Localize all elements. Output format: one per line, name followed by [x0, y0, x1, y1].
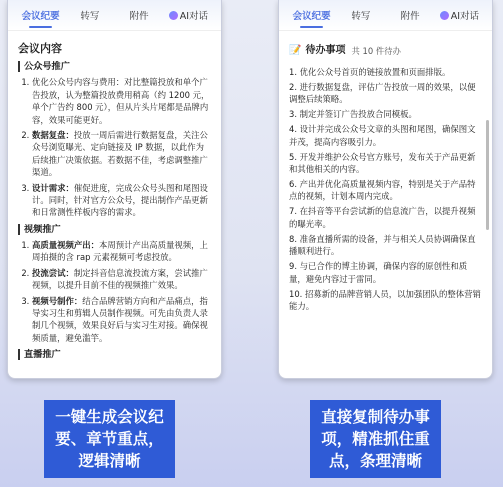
- tab-transcription[interactable]: 转写: [80, 11, 100, 22]
- item-label: 设计需求：: [32, 182, 74, 193]
- todo-item[interactable]: 2. 进行数据复盘，评估广告投放一周的效果，以便调整后续策略。: [289, 81, 476, 105]
- caption-summary: 一键生成会议纪要、章节重点，逻辑清晰: [44, 400, 175, 478]
- list-item: [32, 182, 211, 219]
- item-label: 视频号制作：: [32, 295, 83, 306]
- list-item: [32, 295, 211, 345]
- todo-count: 共 10 件待办: [351, 46, 401, 56]
- todo-item[interactable]: 8. 准备直播所需的设备，并与相关人员协调确保直播顺利进行。: [289, 233, 476, 257]
- item-text: 制定抖音信息流投流方案，尝试推广视频，以提升目前不佳的视频推广效果。: [32, 267, 208, 291]
- todo-list: [289, 66, 482, 313]
- tab-attachments[interactable]: 附件: [129, 11, 149, 22]
- item-label: 数据复盘：: [32, 130, 74, 141]
- tab-ai-chat-label: AI对话: [450, 11, 480, 22]
- section-heading: 视频推广: [18, 224, 211, 235]
- tab-transcription[interactable]: 转写: [351, 11, 371, 22]
- tab-ai-chat[interactable]: [435, 8, 484, 22]
- todo-item[interactable]: 3. 制定并签订广告投放合同模板。: [289, 109, 417, 120]
- todo-item[interactable]: 1. 优化公众号首页的链接放置和页面排版。: [289, 66, 451, 77]
- tab-meeting-summary[interactable]: 会议纪要: [287, 8, 336, 22]
- section-list: [18, 239, 211, 344]
- todo-item[interactable]: 6. 产出并优化高质量视频内容，特别是关于产品特点的视频，计划本周内完成。: [289, 179, 476, 202]
- pencil-icon: 📝: [289, 45, 302, 56]
- todo-item[interactable]: 4. 设计并完成公众号文章的头图和尾图，确保图文并茂，提高内容吸引力。: [289, 124, 476, 147]
- item-text: 结合品牌营销方向和产品痛点，指导实习生和剪辑人员制作视频。可先由负责人录制几个视频，效果良好后与实习生对接。确保视频质量，避免滥竽。: [32, 295, 208, 343]
- list-item: [32, 267, 211, 292]
- todo-item[interactable]: 9. 与已合作的博主协调，确保内容的原创性和质量，避免内容过于雷同。: [289, 261, 468, 284]
- tab-ai-chat-label: AI对话: [179, 11, 209, 22]
- todo-title: 待办事项: [305, 45, 346, 56]
- content-title: 会议内容: [18, 42, 62, 55]
- item-label: 投流尝试：: [32, 267, 74, 278]
- todo-item[interactable]: 5. 开发并维护公众号官方账号，发布关于产品更新和其他相关的内容。: [289, 151, 476, 175]
- section-heading: 直播推广: [18, 349, 211, 360]
- summary-content: [8, 31, 221, 360]
- list-item: [32, 239, 211, 264]
- item-text: 优化公众号内容与费用：对比整篇投放和单个广告投放，认为整篇投放费用稍高（约 1200 元，单个广告约 800 元），但从片头片尾都是品牌内容，效果可能更好。: [32, 77, 210, 125]
- todo-content: [279, 31, 492, 312]
- todo-item[interactable]: 7. 在抖音等平台尝试新的信息流广告，以提升视频的曝光率。: [289, 206, 476, 229]
- list-item: [32, 129, 211, 179]
- item-label: 高质量视频产出：: [32, 239, 99, 250]
- section-heading: 公众号推广: [18, 61, 211, 72]
- todo-item[interactable]: 10. 招募新的品牌营销人员，以加强团队的整体营销能力。: [289, 288, 481, 312]
- tab-bar: [279, 0, 492, 31]
- ai-sparkle-icon: [169, 11, 178, 20]
- item-text: 本周预计产出高质量视频，上周拍摄的含 rap 元素视频可考虑投放。: [32, 239, 208, 263]
- ai-sparkle-icon: [440, 11, 449, 20]
- todo-header: [289, 45, 482, 57]
- todo-panel: [278, 0, 493, 379]
- tab-ai-chat[interactable]: [164, 8, 213, 22]
- item-text: 催促进度，完成公众号头图和尾图设计。同时，针对官方公众号，提出制作产品更新和日常测性样板内容的需求。: [32, 182, 208, 218]
- section-list: [18, 76, 211, 218]
- caption-todo: 直接复制待办事项，精准抓住重点，条理清晰: [310, 400, 441, 478]
- list-item: [32, 76, 211, 126]
- scrollbar[interactable]: [486, 120, 489, 230]
- tab-bar: [8, 0, 221, 31]
- tab-attachments[interactable]: 附件: [400, 11, 420, 22]
- tab-meeting-summary[interactable]: 会议纪要: [16, 8, 65, 22]
- item-text: 投放一周后需进行数据复盘，关注公众号浏览曝光、定向链接及 IP 数据，以此作为后续推广决策依据。若数据不佳，考虑调整推广渠道。: [32, 130, 208, 178]
- meeting-summary-panel: [7, 0, 222, 379]
